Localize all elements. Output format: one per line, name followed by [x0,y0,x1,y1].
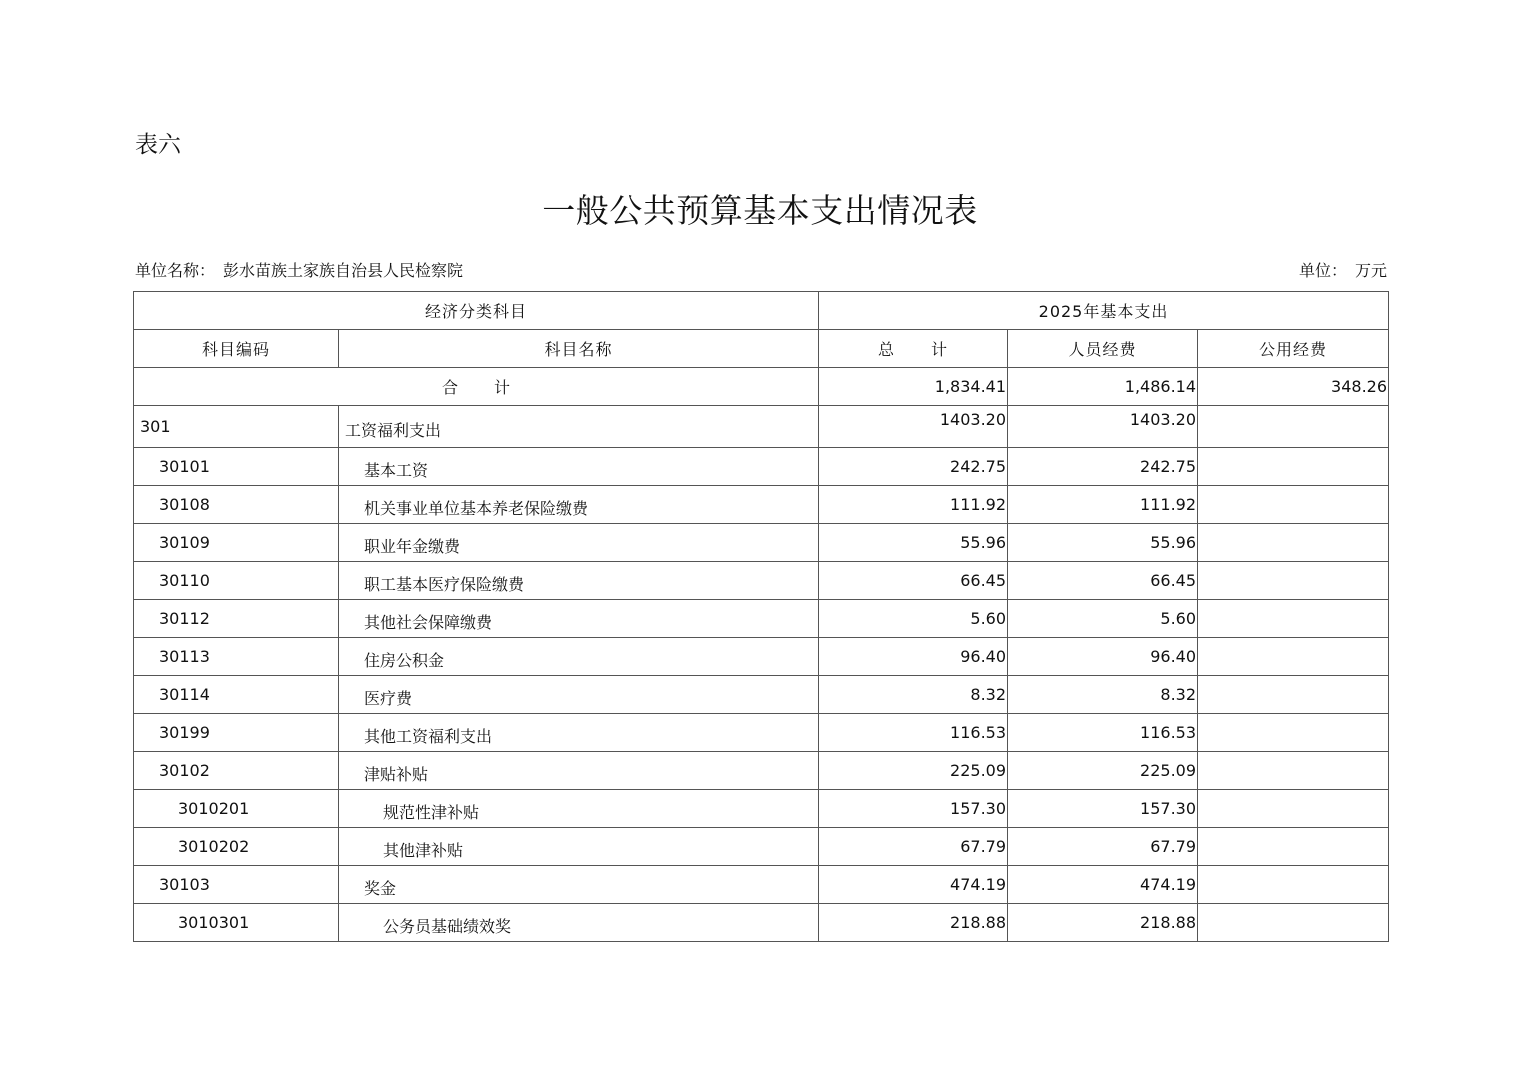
row-personnel: 225.09 [1008,752,1198,790]
row-personnel: 218.88 [1008,904,1198,942]
row-public [1198,524,1389,562]
unit-label: 单位： [1298,261,1347,280]
row-code: 30102 [134,752,339,790]
row-public [1198,676,1389,714]
row-personnel: 111.92 [1008,486,1198,524]
header-name: 科目名称 [339,330,819,368]
row-name [339,676,819,714]
row-name-text: 津贴补贴 [364,765,429,784]
row-code: 30110 [134,562,339,600]
row-code: 30199 [134,714,339,752]
row-personnel: 8.32 [1008,676,1198,714]
row-name [339,524,819,562]
header-year-expenditure: 2025年基本支出 [819,292,1389,330]
row-name [339,866,819,904]
row-total: 242.75 [819,448,1008,486]
row-name-text: 其他社会保障缴费 [364,613,493,632]
row-code: 3010201 [134,790,339,828]
row-personnel: 96.40 [1008,638,1198,676]
unit-name-value: 彭水苗族土家族自治县人民检察院 [223,261,464,280]
table-row [134,790,1389,828]
row-name [339,600,819,638]
row-name [339,790,819,828]
unit-name-label: 单位名称： [135,261,216,280]
row-name [339,406,819,448]
table-row [134,448,1389,486]
header-public: 公用经费 [1198,330,1389,368]
unit-value: 万元 [1354,261,1387,280]
row-personnel: 242.75 [1008,448,1198,486]
row-name-text: 医疗费 [364,689,413,708]
row-total: 116.53 [819,714,1008,752]
table-row [134,562,1389,600]
page-title: 一般公共预算基本支出情况表 [542,191,978,230]
row-code: 30112 [134,600,339,638]
row-total: 111.92 [819,486,1008,524]
row-total: 1403.20 [819,406,1008,448]
row-name [339,828,819,866]
total-label-part-a: 合 [441,378,458,397]
table-row [134,828,1389,866]
header-row-columns [134,330,1389,368]
total-amount: 1,834.41 [819,368,1008,406]
table-row [134,866,1389,904]
table-row [134,406,1389,448]
total-personnel: 1,486.14 [1008,368,1198,406]
row-public [1198,714,1389,752]
row-code: 30113 [134,638,339,676]
table-row [134,638,1389,676]
row-personnel: 474.19 [1008,866,1198,904]
header-total-part-a: 总 [878,340,896,359]
table-row [134,904,1389,942]
header-total-part-b: 计 [931,340,949,359]
row-personnel: 67.79 [1008,828,1198,866]
row-name-text: 公务员基础绩效奖 [383,917,512,936]
total-public: 348.26 [1198,368,1389,406]
table-row [134,752,1389,790]
row-public [1198,448,1389,486]
row-code: 30103 [134,866,339,904]
row-code: 301 [134,406,339,448]
total-row [134,368,1389,406]
row-name-text: 机关事业单位基本养老保险缴费 [364,499,589,518]
row-name-text: 工资福利支出 [345,421,442,440]
row-public [1198,904,1389,942]
row-public [1198,406,1389,448]
row-name-text: 职业年金缴费 [364,537,461,556]
table-row [134,486,1389,524]
total-label [134,368,819,406]
row-personnel: 5.60 [1008,600,1198,638]
row-personnel: 55.96 [1008,524,1198,562]
header-code: 科目编码 [134,330,339,368]
row-public [1198,828,1389,866]
row-public [1198,562,1389,600]
row-code: 30108 [134,486,339,524]
row-public [1198,600,1389,638]
row-code: 3010202 [134,828,339,866]
row-total: 5.60 [819,600,1008,638]
row-total: 55.96 [819,524,1008,562]
row-code: 30109 [134,524,339,562]
row-name-text: 其他津补贴 [383,841,464,860]
header-economic-category: 经济分类科目 [134,292,819,330]
row-public [1198,790,1389,828]
row-total: 225.09 [819,752,1008,790]
header-row-group [134,292,1389,330]
row-name-text: 住房公积金 [364,651,445,670]
table-row [134,676,1389,714]
header-personnel: 人员经费 [1008,330,1198,368]
row-name [339,562,819,600]
row-code: 3010301 [134,904,339,942]
row-code: 30114 [134,676,339,714]
row-public [1198,486,1389,524]
row-public [1198,752,1389,790]
row-personnel: 116.53 [1008,714,1198,752]
row-name [339,638,819,676]
row-personnel: 157.30 [1008,790,1198,828]
row-total: 218.88 [819,904,1008,942]
table-row [134,714,1389,752]
row-public [1198,866,1389,904]
row-name [339,448,819,486]
row-name [339,752,819,790]
row-total: 67.79 [819,828,1008,866]
row-total: 474.19 [819,866,1008,904]
row-name [339,486,819,524]
budget-table [133,291,1389,942]
unit-name-block [135,258,463,284]
unit-info-line [135,258,1387,284]
row-total: 8.32 [819,676,1008,714]
table-row [134,600,1389,638]
row-name [339,904,819,942]
row-personnel: 1403.20 [1008,406,1198,448]
row-total: 66.45 [819,562,1008,600]
row-total: 96.40 [819,638,1008,676]
row-personnel: 66.45 [1008,562,1198,600]
row-name-text: 基本工资 [364,461,429,480]
row-name-text: 职工基本医疗保险缴费 [364,575,525,594]
row-total: 157.30 [819,790,1008,828]
row-name [339,714,819,752]
table-row [134,524,1389,562]
row-public [1198,638,1389,676]
unit-block [1299,258,1387,284]
total-label-part-b: 计 [494,378,511,397]
row-code: 30101 [134,448,339,486]
header-total [819,330,1008,368]
row-name-text: 奖金 [364,879,397,898]
row-name-text: 规范性津补贴 [383,803,480,822]
table-number: 表六 [135,132,181,158]
row-name-text: 其他工资福利支出 [364,727,493,746]
